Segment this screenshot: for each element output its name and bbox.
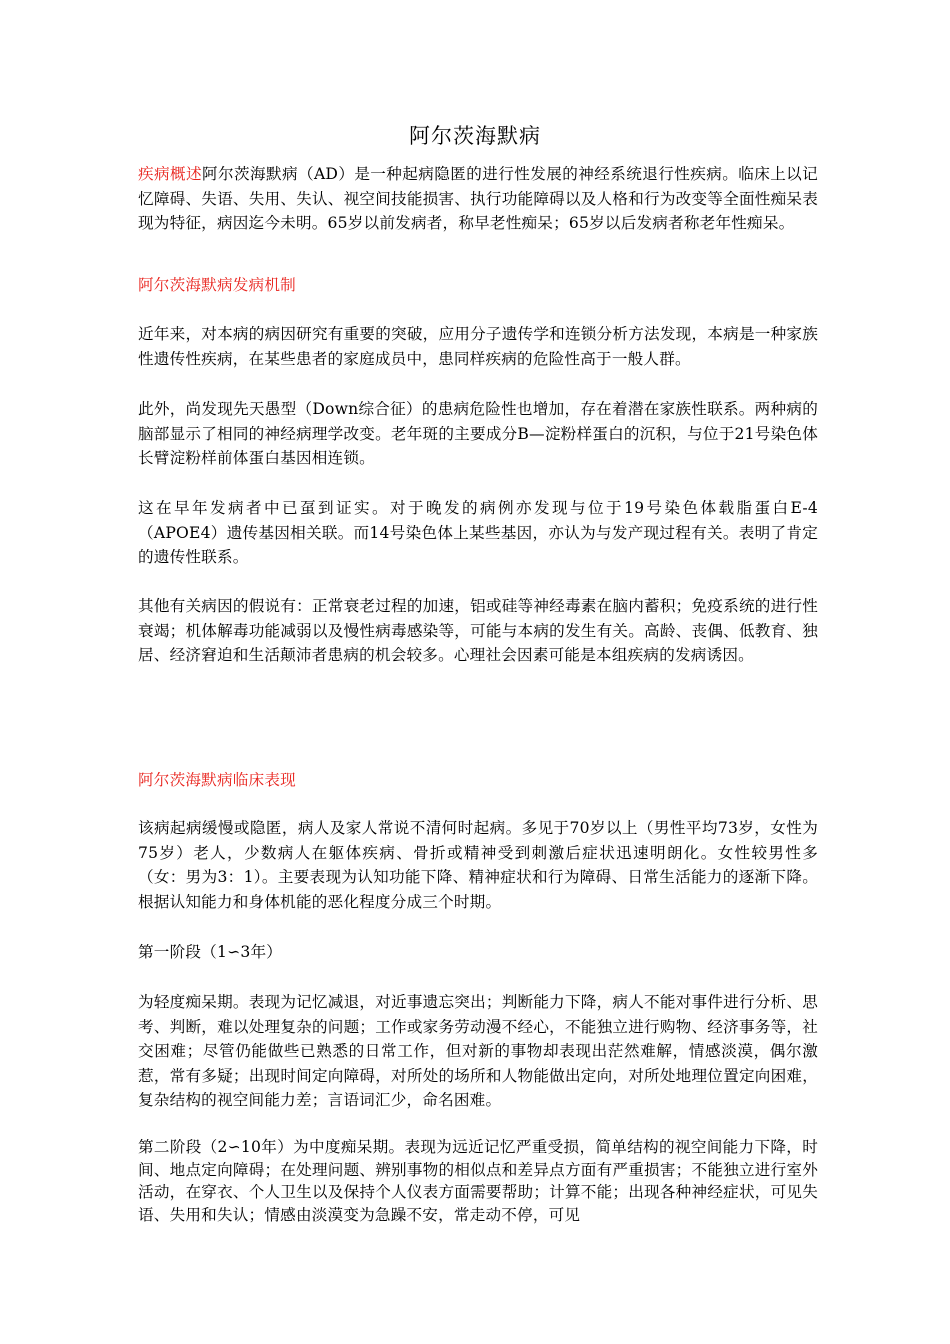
clinical-intro-paragraph: 该病起病缓慢或隐匿，病人及家人常说不清何时起病。多见于70岁以上（男性平均73岁，女性为75岁）老人，少数病人在躯体疾病、骨折或精神受到刺激后症状迅速明朗化。女性较男性多（女：男为3：1）。主要表现为认知功能下降、精神症状和行为障碍、日常生活能力的逐渐下降。根据认知能力和身体机能的恶化程度分成三个时期。 <box>138 819 818 911</box>
mechanism-paragraph-2: 此外，尚发现先天愚型（Down综合征）的患病危险性也增加，存在着潜在家族性联系。两种病的脑部显示了相同的神经病理学改变。老年斑的主要成分B—淀粉样蛋白的沉积，与位于21号染色体长臂淀粉样前体蛋白基因相连锁。 <box>138 400 818 468</box>
overview-text: 阿尔茨海默病（AD）是一种起病隐匿的进行性发展的神经系统退行性疾病。临床上以记忆障碍、失语、失用、失认、视空间技能损害、执行功能障碍以及人格和行为改变等全面性痴呆表现为特征，病因迄今未明。65岁以前发病者，称早老性痴呆；65岁以后发病者称老年性痴呆。 <box>138 165 818 233</box>
mechanism-paragraph-1: 近年来，对本病的病因研究有重要的突破，应用分子遗传学和连锁分析方法发现，本病是一种家族性遗传性疾病，在某些患者的家庭成员中，患同样疾病的危险性高于一般人群。 <box>138 325 818 368</box>
mechanism-paragraph-3: 这在早年发病者中已虿到证实。对于晚发的病例亦发现与位于19号染色体载脂蛋白E-4（APOE4）遗传基因相关联。而14号染色体上某些基因，亦认为与发产现过程有关。表明了肯定的遗传性联系。 <box>138 499 818 567</box>
stage1-heading: 第一阶段（1∽3年） <box>138 943 283 961</box>
overview-label: 疾病概述 <box>138 165 202 183</box>
mechanism-paragraph-4: 其他有关病因的假说有：正常衰老过程的加速，铝或硅等神经毒素在脑内蓄积；免疫系统的进行性衰竭；机体解毒功能减弱以及慢性病毒感染等，可能与本病的发生有关。高龄、丧偶、低教育、独居、经济窘迫和生活颠沛者患病的机会较多。心理社会因素可能是本组疾病的发病诱因。 <box>138 597 818 665</box>
clinical-heading: 阿尔茨海默病临床表现 <box>138 771 296 789</box>
stage2-paragraph: 第二阶段（2∽10年）为中度痴呆期。表现为远近记忆严重受损，简单结构的视空间能力下降，时间、地点定向障碍；在处理问题、辨别事物的相似点和差异点方面有严重损害；不能独立进行室外活动，在穿衣、个人卫生以及保持个人仪表方面需要帮助；计算不能；出现各种神经症状，可见失语、失用和失认；情感由淡漠变为急躁不安，常走动不停，可见 <box>138 1138 818 1224</box>
mechanism-heading: 阿尔茨海默病发病机制 <box>138 276 296 294</box>
stage1-paragraph: 为轻度痴呆期。表现为记忆减退，对近事遗忘突出；判断能力下降，病人不能对事件进行分析、思考、判断，难以处理复杂的问题；工作或家务劳动漫不经心，不能独立进行购物、经济事务等，社交困难；尽管仍能做些已熟悉的日常工作，但对新的事物却表现出茫然难解，情感淡漠，偶尔激惹，常有多疑；出现时间定向障碍，对所处的场所和人物能做出定向，对所处地理位置定向困难，复杂结构的视空间能力差；言语词汇少，命名困难。 <box>138 993 818 1110</box>
document-title: 阿尔茨海默病 <box>409 124 541 148</box>
overview-paragraph <box>138 162 818 236</box>
